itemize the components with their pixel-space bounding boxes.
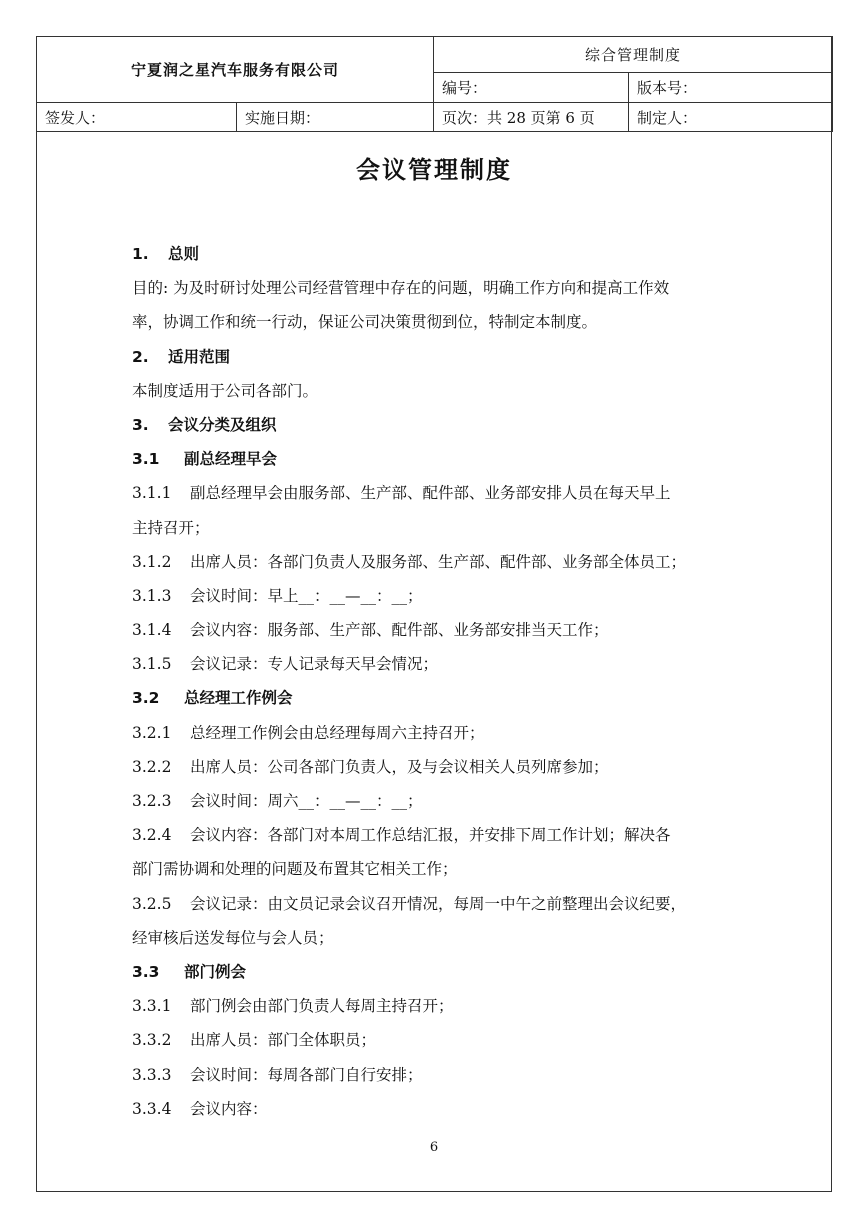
page-number: 6 [429,1140,439,1155]
paragraph-line [132,545,752,579]
document-header-table [36,36,833,132]
section-heading [132,955,752,989]
paragraph-line [132,716,752,750]
line-text: 主持召开； [132,518,210,537]
page-info: 页次：共 28 页第 6 页 [434,103,629,132]
clause-number: 3.3.2 [132,1031,172,1050]
clause-number: 3.1.3 [132,586,172,605]
paragraph-line [132,511,752,545]
clause-number: 3.2 [132,689,160,708]
heading-text: 总则 [168,245,200,263]
section-heading [132,408,752,442]
clause-number: 1. [132,245,149,263]
section-heading [132,340,752,374]
paragraph-line [132,271,752,305]
line-text: 出席人员：各部门负责人及服务部、生产部、配件部、业务部全体员工； [190,552,687,571]
document-body [132,237,752,1126]
company-name: 宁夏润之星汽车服务有限公司 [37,37,434,103]
clause-number: 3.3 [132,962,160,981]
clause-number: 3.1.2 [132,552,172,571]
clause-number: 3.3.1 [132,997,172,1016]
clause-number: 3.1.4 [132,621,172,640]
paragraph-line [132,818,752,852]
paragraph-line [132,374,752,408]
heading-text: 总经理工作例会 [184,689,293,708]
line-text: 总经理工作例会由总经理每周六主持召开； [190,723,485,742]
paragraph-line [132,1092,752,1126]
effective-date-label: 实施日期： [237,103,434,132]
section-heading [132,442,752,476]
clause-number: 3.3.4 [132,1099,172,1118]
paragraph-line [132,579,752,613]
clause-number: 3.1.1 [132,484,172,503]
paragraph-line [132,921,752,955]
section-heading [132,237,752,271]
clause-number: 3.2.3 [132,792,172,810]
line-text: 会议时间：早上__：__—__：__； [190,586,423,605]
system-name: 综合管理制度 [434,37,833,73]
clause-number: 3.3.3 [132,1065,172,1084]
paragraph-line [132,784,752,818]
version-label: 版本号： [629,73,833,103]
paragraph-line [132,989,752,1023]
line-text: 目的: 为及时研讨处理公司经营管理中存在的问题，明确工作方向和提高工作效 [132,279,670,298]
clause-number: 3.2.5 [132,894,172,913]
line-text: 会议内容：各部门对本周工作总结汇报，并安排下周工作计划；解决各 [190,826,671,845]
clause-number: 3.2.2 [132,757,172,776]
author-label: 制定人： [629,103,833,132]
line-text: 副总经理早会由服务部、生产部、配件部、业务部安排人员在每天早上 [190,484,671,503]
paragraph-line [132,476,752,510]
paragraph-line [132,613,752,647]
paragraph-line [132,305,752,339]
line-text: 会议内容： [190,1099,268,1118]
paragraph-line [132,1023,752,1057]
clause-number: 3.2.4 [132,826,172,845]
heading-text: 部门例会 [184,962,247,981]
heading-text: 会议分类及组织 [168,415,277,434]
line-text: 会议时间：周六__：__—__：__； [190,792,423,810]
line-text: 会议记录：专人记录每天早会情况； [190,655,439,674]
heading-text: 副总经理早会 [184,450,278,469]
paragraph-line [132,1058,752,1092]
paragraph-line [132,887,752,921]
paragraph-line [132,750,752,784]
clause-number: 2. [132,347,149,366]
clause-number: 3. [132,415,149,434]
line-text: 会议时间：每周各部门自行安排； [190,1065,423,1084]
line-text: 会议内容：服务部、生产部、配件部、业务部安排当天工作； [190,621,609,640]
line-text: 出席人员：部门全体职员； [190,1031,377,1050]
line-text: 经审核后送发每位与会人员； [132,928,334,947]
document-title: 会议管理制度 [356,156,512,184]
line-text: 部门例会由部门负责人每周主持召开； [190,997,454,1016]
signer-label: 签发人： [37,103,237,132]
line-text: 本制度适用于公司各部门。 [132,381,319,400]
heading-text: 适用范围 [168,347,231,366]
line-text: 率，协调工作和统一行动，保证公司决策贯彻到位，特制定本制度。 [132,313,598,332]
clause-number: 3.1 [132,450,160,469]
section-heading [132,681,752,715]
paragraph-line [132,647,752,681]
doc-no-label: 编号： [434,73,629,103]
line-text: 会议记录：由文员记录会议召开情况，每周一中午之前整理出会议纪要， [190,894,687,913]
line-text: 出席人员：公司各部门负责人，及与会议相关人员列席参加； [190,757,609,776]
clause-number: 3.2.1 [132,723,172,742]
clause-number: 3.1.5 [132,655,172,674]
line-text: 部门需协调和处理的问题及布置其它相关工作； [132,860,458,879]
paragraph-line [132,852,752,886]
